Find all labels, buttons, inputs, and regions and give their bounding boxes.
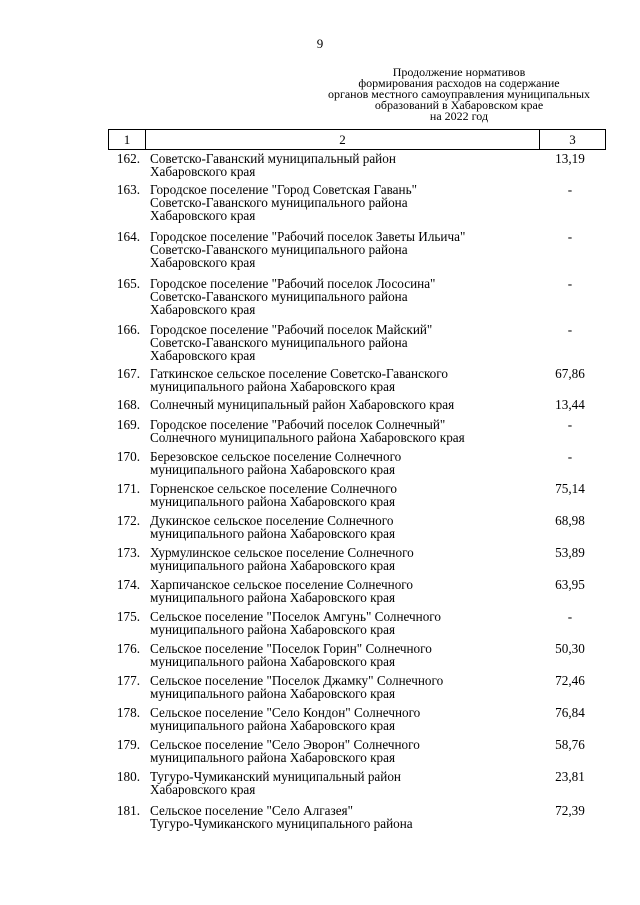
caption-line: на 2022 год: [429, 109, 489, 123]
municipality-name: Сельское поселение "Село Алгазея" Тугуро-Чумиканского муниципального района: [150, 803, 413, 831]
norm-value: 13,44: [555, 397, 585, 412]
row-number: 179.: [116, 737, 140, 752]
municipality-name: Сельское поселение "Село Кондон" Солнечного муниципального района Хабаровского края: [150, 705, 421, 733]
table-header: [108, 129, 606, 150]
norm-value: 58,76: [555, 737, 585, 752]
page-number: 9: [316, 36, 324, 51]
municipality-name: Сельское поселение "Село Эворон" Солнечного муниципального района Хабаровского края: [150, 737, 420, 765]
norm-value: -: [567, 449, 573, 464]
norm-value: 68,98: [555, 513, 585, 528]
header-col-3: 3: [569, 131, 576, 147]
norm-value: 76,84: [555, 705, 585, 720]
norm-value: 53,89: [555, 545, 585, 560]
row-number: 180.: [116, 769, 140, 784]
norm-value: 23,81: [555, 769, 585, 784]
table-caption: [310, 67, 608, 122]
row-number: 171.: [116, 481, 140, 496]
row-number: 162.: [116, 151, 140, 166]
norm-value: -: [567, 229, 573, 244]
norm-value: 75,14: [555, 481, 585, 496]
caption-line: образований в Хабаровском крае: [374, 98, 544, 112]
norm-value: -: [567, 322, 573, 337]
row-number: 165.: [116, 276, 140, 291]
norm-value: -: [567, 609, 573, 624]
row-number: 163.: [116, 182, 140, 197]
norm-value: -: [567, 417, 573, 432]
caption-line: формирования расходов на содержание: [358, 76, 560, 90]
norm-value: 72,46: [555, 673, 585, 688]
row-number: 172.: [116, 513, 140, 528]
municipality-name: Сельское поселение "Поселок Амгунь" Солнечного муниципального района Хабаровского края: [150, 609, 441, 637]
norm-value: 72,39: [555, 803, 585, 818]
norm-value: 67,86: [555, 366, 585, 381]
norm-value: 13,19: [555, 151, 585, 166]
municipality-name: Городское поселение "Город Советская Гавань" Советско-Гаванского муниципального района Хабаровского края: [150, 182, 417, 223]
municipality-name: Горненское сельское поселение Солнечного муниципального района Хабаровского края: [150, 481, 397, 509]
row-number: 176.: [116, 641, 140, 656]
row-number: 166.: [116, 322, 140, 337]
row-number: 167.: [116, 366, 140, 381]
row-number: 168.: [116, 397, 140, 412]
caption-line: органов местного самоуправления муниципальных: [327, 87, 591, 101]
norm-value: 63,95: [555, 577, 585, 592]
row-number: 169.: [116, 417, 140, 432]
municipality-name: Городское поселение "Рабочий поселок Солнечный" Солнечного муниципального района Хабаровского края: [150, 417, 465, 445]
municipality-name: Солнечный муниципальный район Хабаровского края: [150, 397, 455, 412]
norm-value: 50,30: [555, 641, 585, 656]
municipality-name: Советско-Гаванский муниципальный район Хабаровского края: [150, 151, 396, 179]
row-number: 181.: [116, 803, 140, 818]
municipality-name: Сельское поселение "Поселок Джамку" Солнечного муниципального района Хабаровского края: [150, 673, 444, 701]
municipality-name: Березовское сельское поселение Солнечного муниципального района Хабаровского края: [150, 449, 402, 477]
municipality-name: Городское поселение "Рабочий поселок Заветы Ильича" Советско-Гаванского муниципального района Хабаровского края: [150, 229, 466, 270]
municipality-name: Городское поселение "Рабочий поселок Лососина" Советско-Гаванского муниципального района Хабаровского края: [150, 276, 436, 317]
municipality-name: Дукинское сельское поселение Солнечного муниципального района Хабаровского края: [150, 513, 396, 541]
norm-value: -: [567, 276, 573, 291]
row-number: 174.: [116, 577, 140, 592]
caption-line: Продолжение нормативов: [392, 65, 526, 79]
municipality-name: Харпичанское сельское поселение Солнечного муниципального района Хабаровского края: [150, 577, 413, 605]
municipality-name: Тугуро-Чумиканский муниципальный район Хабаровского края: [150, 769, 401, 797]
row-number: 164.: [116, 229, 140, 244]
municipality-name: Сельское поселение "Поселок Горин" Солнечного муниципального района Хабаровского края: [150, 641, 432, 669]
row-number: 175.: [116, 609, 140, 624]
municipality-name: Гаткинское сельское поселение Советско-Гаванского муниципального района Хабаровского края: [150, 366, 448, 394]
header-col-1: 1: [109, 130, 146, 149]
row-number: 177.: [116, 673, 140, 688]
row-number: 178.: [116, 705, 140, 720]
row-number: 170.: [116, 449, 140, 464]
municipality-name: Хурмулинское сельское поселение Солнечного муниципального района Хабаровского края: [150, 545, 414, 573]
row-number: 173.: [116, 545, 140, 560]
header-col-2: 2: [146, 130, 540, 149]
municipality-name: Городское поселение "Рабочий поселок Майский" Советско-Гаванского муниципального района Хабаровского края: [150, 322, 433, 363]
norm-value: -: [567, 182, 573, 197]
